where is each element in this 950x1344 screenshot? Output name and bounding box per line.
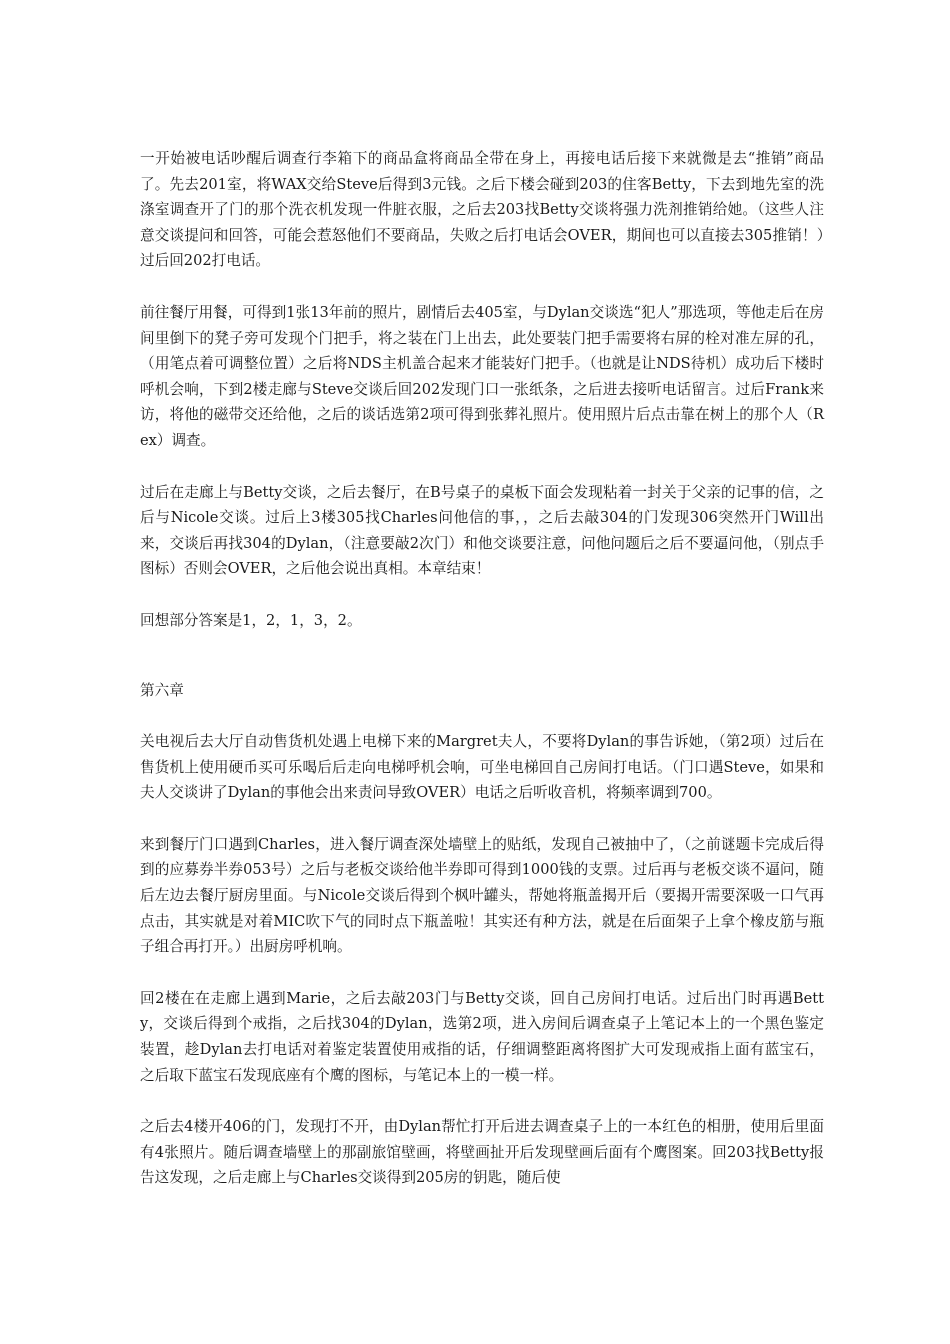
chapter-paragraph-2: 来到餐厅门口遇到Charles，进入餐厅调查深处墙壁上的贴纸，发现自己被抽中了，（之前谜题卡完成后得到的应募券半券053号）之后与老板交谈给他半券即可得到1000钱的支票。过后再与老板交谈不逼问，随后左边去餐厅厨房里面。与Nicole交谈后得到个枫叶罐头，帮她将瓶盖揭开后（要揭开需要深吸一口气再点击，其实就是对着MIC吹下气的同时点下瓶盖啦！其实还有种方法，就是在后面架子上拿个橡皮筋与瓶子组合再打开。）出厨房呼机响。	[140, 835, 824, 956]
document-page	[140, 146, 824, 1217]
paragraph-1: 一开始被电话吵醒后调查行李箱下的商品盒将商品全带在身上，再接电话后接下来就微是去“推销”商品了。先去201室，将WAX交给Steve后得到3元钱。之后下楼会碰到203的住客Betty，下去到地先室的洗涤室调查开了门的那个洗衣机发现一件脏衣服，之后去203找Betty交谈将强力洗剂推销给她。（这些人注意交谈提问和回答，可能会惹怒他们不要商品，失败之后打电话会OVER，期间也可以直接去305推销！）过后回202打电话。	[140, 150, 824, 270]
chapter-paragraph-4: 之后去4楼开406的门，发现打不开，由Dylan帮忙打开后进去调查桌子上的一本红色的相册，使用后里面有4张照片。随后调查墙壁上的那副旅馆壁画，将壁画扯开后发现壁画后面有个鹰图案。回203找Betty报告这发现，之后走廊上与Charles交谈得到205房的钥匙，随后使	[140, 1118, 824, 1187]
paragraph-3: 过后在走廊上与Betty交谈，之后去餐厅，在B号桌子的桌板下面会发现粘着一封关于父亲的记事的信，之后与Nicole交谈。过后上3楼305找Charles问他信的事，，之后去敲304的门发现306突然开门Will出来，交谈后再找304的Dylan，（注意要敲2次门）和他交谈要注意，问他问题后之后不要逼问他，（别点手图标）否则会OVER，之后他会说出真相。本章结束！	[140, 483, 824, 578]
chapter-heading: 第六章	[140, 681, 184, 699]
paragraph-2: 前往餐厅用餐，可得到1张13年前的照片，剧情后去405室，与Dylan交谈选“犯人”那选项，等他走后在房间里倒下的凳子旁可发现个门把手，将之装在门上出去，此处要装门把手需要将右屏的栓对准左屏的孔，（用笔点着可调整位置）之后将NDS主机盖合起来才能装好门把手。（也就是让NDS待机）成功后下楼时呼机会响，下到2楼走廊与Steve交谈后回202发现门口一张纸条，之后进去接听电话留言。过后Frank来访，将他的磁带交还给他，之后的谈话选第2项可得到张葬礼照片。使用照片后点击靠在树上的那个人（Rex）调查。	[140, 303, 824, 449]
chapter-paragraph-3: 回2楼在在走廊上遇到Marie，之后去敲203门与Betty交谈，回自己房间打电话。过后出门时再遇Betty，交谈后得到个戒指，之后找304的Dylan，选第2项，进入房间后调查桌子上笔记本上的一个黑色鉴定装置，趁Dylan去打电话对着鉴定装置使用戒指的话，仔细调整距离将图扩大可发现戒指上面有蓝宝石，之后取下蓝宝石发现底座有个鹰的图标，与笔记本上的一模一样。	[140, 989, 824, 1084]
chapter-paragraph-1: 关电视后去大厅自动售货机处遇上电梯下来的Margret夫人，不要将Dylan的事告诉她，（第2项）过后在售货机上使用硬币买可乐喝后后走向电梯呼机会响，可坐电梯回自己房间打电话。（门口遇Steve，如果和夫人交谈讲了Dylan的事他会出来责问导致OVER）电话之后听收音机，将频率调到700。	[140, 733, 824, 802]
paragraph-4: 回想部分答案是1，2，1，3，2。	[140, 611, 362, 629]
